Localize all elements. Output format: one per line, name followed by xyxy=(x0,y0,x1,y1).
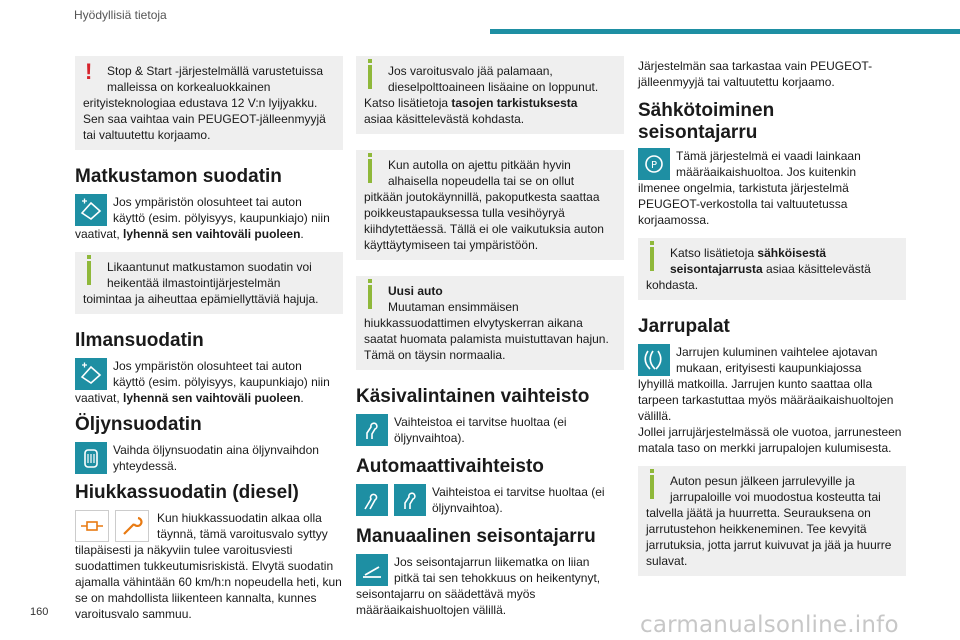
text-line: öljynvaihtoa). xyxy=(394,431,465,445)
text-paragraph: Järjestelmän saa tarkastaa vain PEUGEOT-jälleenmyyjä tai valtuutettu korjaamo. xyxy=(638,59,873,89)
info-box xyxy=(356,56,624,134)
text-line: dieselpolttoaineen lisäaine on loppunut. xyxy=(388,80,599,94)
warning-box xyxy=(75,56,343,150)
text-span: vaativat, xyxy=(75,391,124,405)
text-line: käyttö (esim. pölyisyys, kaupunkiajo) niin xyxy=(113,211,330,225)
text-line: toimintaa ja aiheuttaa epämiellyttäviä hajuja. xyxy=(83,292,319,306)
text-line: Vaihda öljynsuodatin aina öljynvaihdon xyxy=(113,443,319,457)
text-line: Jos seisontajarrun liikematka on liian xyxy=(394,555,590,569)
section-title: Öljynsuodatin xyxy=(75,414,202,435)
icon-paragraph xyxy=(75,442,343,474)
header-accent-bar xyxy=(490,29,960,34)
info-icon xyxy=(650,247,654,271)
section-title: Käsivalintainen vaihteisto xyxy=(356,386,590,407)
text-line: Jos ympäristön olosuhteet tai auton xyxy=(113,359,302,373)
info-box xyxy=(75,252,343,314)
text-line: Jos varoitusvalo jää palamaan, xyxy=(388,64,553,78)
info-icon xyxy=(368,285,372,309)
section-title: Jarrupalat xyxy=(638,316,730,337)
icon-paragraph xyxy=(75,510,343,542)
icon-paragraph xyxy=(356,414,624,446)
text-span: asiaa käsittelevästä xyxy=(762,262,871,276)
gear-selector-icon xyxy=(394,484,426,516)
text-line: Jos ympäristön olosuhteet tai auton xyxy=(113,195,302,209)
text-line: mukaan, erityisesti kaupunkiajossa xyxy=(676,361,862,375)
text-bold: lyhennä sen vaihtoväli puoleen xyxy=(123,227,301,241)
icon-paragraph xyxy=(356,484,624,516)
section-title: Automaattivaihteisto xyxy=(356,456,544,477)
text-line: asiaa käsittelevästä kohdasta. xyxy=(364,112,525,126)
text-paragraph: Jollei jarrujärjestelmässä ole vuotoa, jarrunesteen matala taso on merkki jarrupalojen kulumisesta. xyxy=(638,425,902,455)
text-paragraph: hiukkassuodattimen elvytyskerran aikana saatat huomata palamista muistuttavan hajun. Tämä on täysin normaalia. xyxy=(364,316,609,362)
text-bold: seisontajarrusta xyxy=(670,262,763,276)
gearbox-icon xyxy=(356,414,388,446)
column-3 xyxy=(638,40,906,592)
info-icon xyxy=(650,475,654,499)
parking-brake-lever-icon xyxy=(356,554,388,586)
automatic-gearbox-icon xyxy=(356,484,388,516)
section-title: Matkustamon suodatin xyxy=(75,166,282,187)
page-number: 160 xyxy=(30,606,49,618)
icon-paragraph xyxy=(356,554,624,586)
text-line: pitkä tai sen tehokkuus on heikentynyt, xyxy=(394,571,601,585)
text-paragraph: tilapäisesti ja näkyviin tulee varoitusviesti suodattimen tukkeutumisriskistä. Elvytä suodatin ajamalla vähintään 60 km/h:n nopeudella heti, kun se on mahdollista liikenteen kannalta, kunnes varoitusvalo sammuu. xyxy=(75,543,342,621)
text-line: Vaihteistoa ei tarvitse huoltaa (ei xyxy=(394,415,567,429)
info-box xyxy=(356,276,624,370)
text-line: jarrupaloille voi muodostua kosteutta tai xyxy=(670,490,881,504)
text-line: Tämä järjestelmä ei vaadi lainkaan xyxy=(676,149,861,163)
text-line: käyttö (esim. pölyisyys, kaupunkiajo) niin xyxy=(113,375,330,389)
text-line: Jarrujen kuluminen vaihtelee ajotavan xyxy=(676,345,878,359)
text-paragraph: pitkään joutokäynnillä, pakoputkesta saattaa poikkeustapauksessa tulla vesihöyryä kiihdytettäessä. Tällä ei ole vaikutuksia auton käyttäytymiseen tai ympäristöön. xyxy=(364,190,604,252)
brake-pads-icon xyxy=(638,344,670,376)
warning-icon: ! xyxy=(85,59,93,84)
icon-paragraph xyxy=(75,194,343,226)
info-icon xyxy=(368,65,372,89)
section-title: Ilmansuodatin xyxy=(75,330,204,351)
text-span: Katso lisätietoja xyxy=(670,246,758,260)
text-paragraph: erityisteknologiaa edustava 12 V:n lyijyakku. Sen saa vaihtaa vain PEUGEOT-jälleenmyyjä tai valtuutettu korjaamo. xyxy=(83,96,326,142)
text-paragraph: lyhyillä matkoilla. Jarrujen kunto saattaa olla tarpeen tarkastuttaa myös määräaikaishuoltojen välillä. xyxy=(638,377,894,423)
text-line: Vaihteistoa ei tarvitse huoltaa (ei xyxy=(432,485,605,499)
section-title: Sähkötoiminen seisontajarru xyxy=(638,100,775,143)
electric-parking-brake-icon xyxy=(638,148,670,180)
oil-filter-icon xyxy=(75,442,107,474)
watermark: carmanualsonline.info xyxy=(640,612,899,638)
info-icon xyxy=(368,159,372,183)
icon-paragraph xyxy=(638,344,906,376)
text-line: Likaantunut matkustamon suodatin voi xyxy=(107,260,312,274)
info-box xyxy=(638,238,906,300)
text-span: vaativat, xyxy=(75,227,124,241)
running-header: Hyödyllisiä tietoja xyxy=(74,8,167,22)
info-box xyxy=(356,150,624,260)
section-title: Hiukkassuodatin (diesel) xyxy=(75,482,299,503)
section-title: Manuaalinen seisontajarru xyxy=(356,526,596,547)
text-line: malleissa on korkealuokkainen xyxy=(107,80,271,94)
text-line: heikentää ilmastointijärjestelmän xyxy=(107,276,281,290)
cabin-filter-icon xyxy=(75,194,107,226)
svg-text:P: P xyxy=(650,160,658,171)
text-span: . xyxy=(300,227,304,241)
text-line: öljynvaihtoa). xyxy=(432,501,503,515)
text-line: kohdasta. xyxy=(646,278,699,292)
icon-paragraph xyxy=(638,148,906,180)
icon-paragraph xyxy=(75,358,343,390)
text-span: . xyxy=(300,391,304,405)
text-bold: sähköisestä xyxy=(757,246,827,260)
text-line: Kun hiukkassuodatin alkaa olla xyxy=(157,511,322,525)
text-line: yhteydessä. xyxy=(113,459,178,473)
text-bold: lyhennä sen vaihtoväli puoleen xyxy=(123,391,301,405)
column-2 xyxy=(356,40,624,618)
text-line: täynnä, tämä varoitusvalo syttyy xyxy=(157,527,328,541)
text-line: määräaikaishuoltoa. Jos kuitenkin xyxy=(676,165,857,179)
text-span: Katso lisätietoja xyxy=(364,96,452,110)
text-bold: tasojen tarkistuksesta xyxy=(451,96,578,110)
air-filter-icon xyxy=(75,358,107,390)
info-box xyxy=(638,466,906,576)
column-1 xyxy=(75,40,343,622)
text-line: alhaisella nopeudella tai se on ollut xyxy=(388,174,575,188)
text-line: Stop & Start -järjestelmällä varustetuissa xyxy=(107,64,324,78)
text-paragraph: talvella jäätä ja huurretta. Seurauksena on jarrutustehon heikkeneminen. Tee kevyitä jarrutuksia, jotta jarrut kuivuvat ja jää ja huurre sulavat. xyxy=(646,506,892,568)
text-line: Auton pesun jälkeen jarrulevyille ja xyxy=(670,474,855,488)
box-title: Uusi auto xyxy=(388,284,443,298)
text-line: Muutaman ensimmäisen xyxy=(388,300,519,314)
info-icon xyxy=(87,261,91,285)
text-paragraph: ilmenee ongelmia, tarkistuta järjestelmä PEUGEOT-verkostolla tai valtuutetussa korjaamossa. xyxy=(638,181,849,227)
particle-filter-warning-icon xyxy=(75,510,109,542)
text-paragraph: seisontajarru on säädettävä myös määräaikaishuoltojen välillä. xyxy=(356,587,536,617)
wrench-icon xyxy=(115,510,149,542)
text-line: Kun autolla on ajettu pitkään hyvin xyxy=(388,158,571,172)
